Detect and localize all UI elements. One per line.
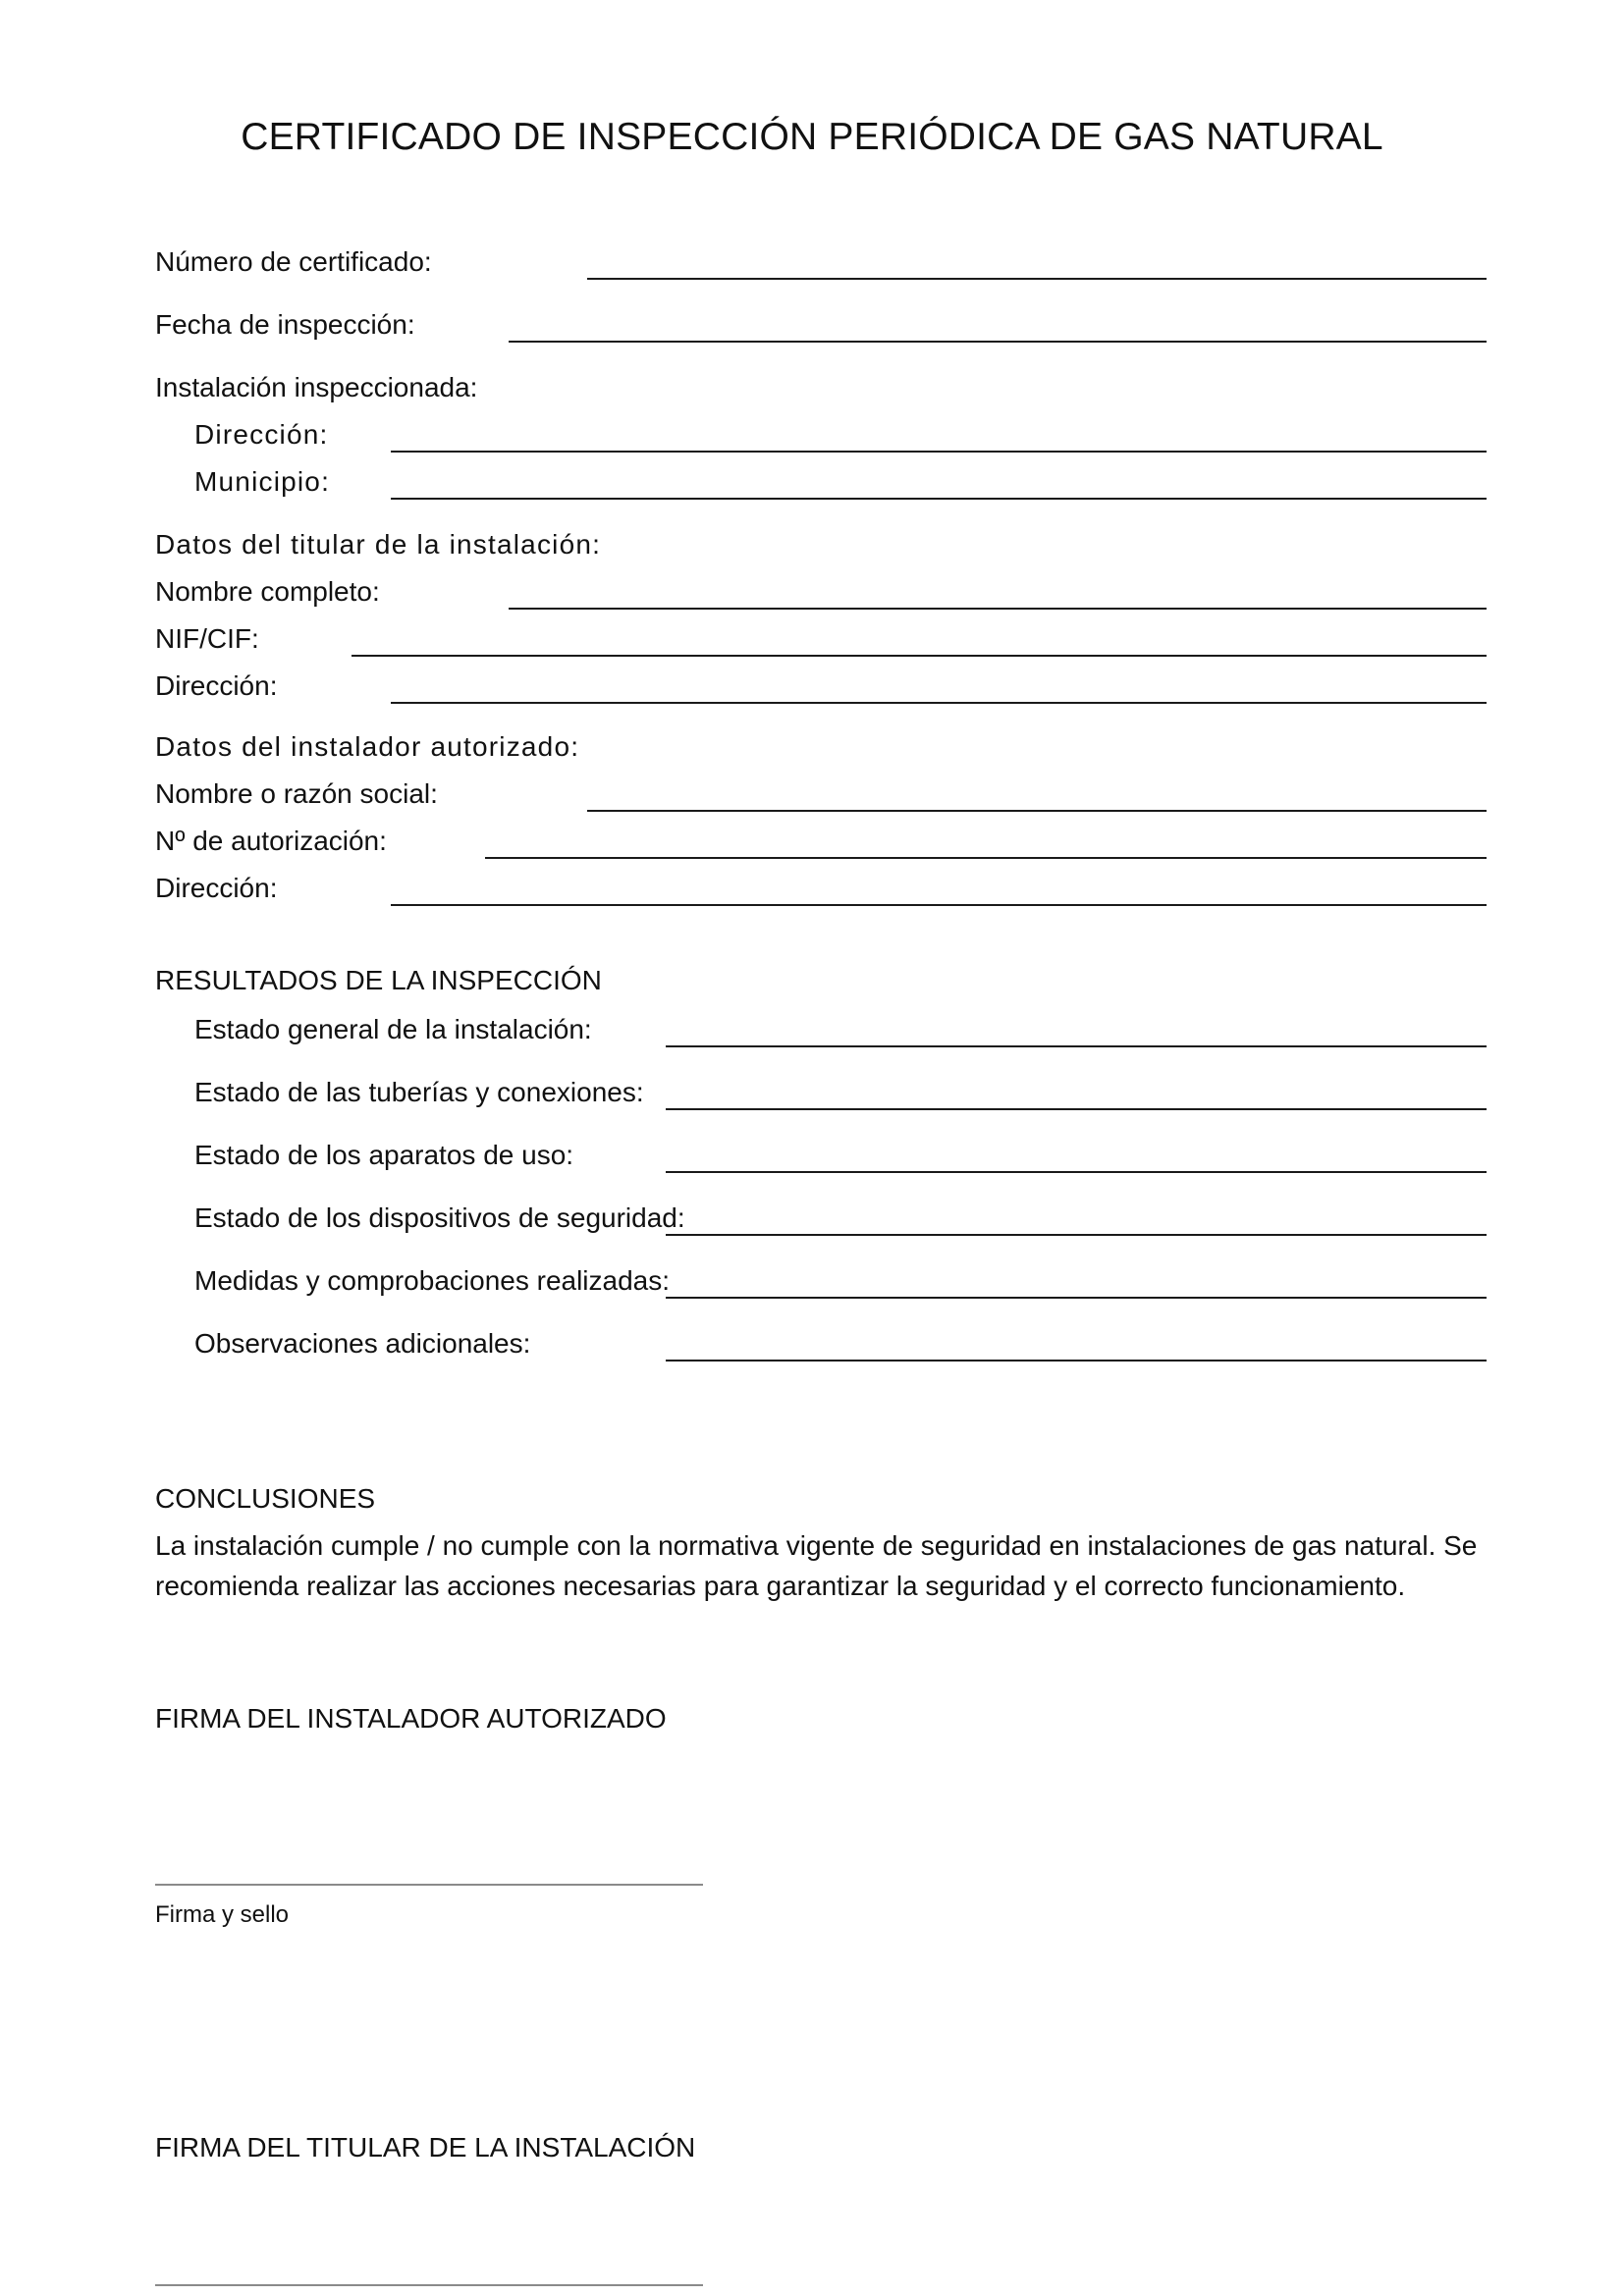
field-estado-dispositivos[interactable] (666, 1234, 1487, 1236)
instalador-heading: Datos del instalador autorizado: (155, 731, 580, 762)
label-instalador-direccion: Dirección: (155, 873, 278, 903)
label-instalacion-direccion: Dirección: (194, 419, 329, 450)
field-titular-direccion[interactable] (391, 702, 1487, 704)
field-titular-nombre[interactable] (509, 608, 1487, 610)
firma-instalador-heading: FIRMA DEL INSTALADOR AUTORIZADO (155, 1703, 667, 1734)
label-titular-direccion: Dirección: (155, 670, 278, 701)
field-titular-nif[interactable] (352, 655, 1487, 657)
field-instalador-nombre[interactable] (587, 810, 1487, 812)
label-estado-tuberias: Estado de las tuberías y conexiones: (194, 1077, 644, 1107)
label-fecha-inspeccion: Fecha de inspección: (155, 309, 415, 340)
label-instalador-nombre: Nombre o razón social: (155, 778, 438, 809)
document-title: CERTIFICADO DE INSPECCIÓN PERIÓDICA DE GAS NATURAL (241, 116, 1383, 158)
resultados-heading: RESULTADOS DE LA INSPECCIÓN (155, 965, 602, 995)
firma-titular-heading: FIRMA DEL TITULAR DE LA INSTALACIÓN (155, 2132, 696, 2163)
label-numero-certificado: Número de certificado: (155, 246, 432, 277)
label-titular-nombre: Nombre completo: (155, 576, 380, 607)
field-fecha-inspeccion[interactable] (509, 341, 1487, 343)
firma-instalador-line[interactable] (155, 1884, 703, 1886)
label-estado-aparatos: Estado de los aparatos de uso: (194, 1140, 574, 1170)
field-medidas[interactable] (666, 1297, 1487, 1299)
field-estado-aparatos[interactable] (666, 1171, 1487, 1173)
field-estado-tuberias[interactable] (666, 1108, 1487, 1110)
field-instalacion-direccion[interactable] (391, 451, 1487, 453)
label-observaciones: Observaciones adicionales: (194, 1328, 531, 1359)
field-numero-certificado[interactable] (587, 278, 1487, 280)
firma-titular-line[interactable] (155, 2284, 703, 2286)
field-instalacion-municipio[interactable] (391, 498, 1487, 500)
label-instalacion-inspeccionada: Instalación inspeccionada: (155, 372, 478, 402)
conclusiones-heading: CONCLUSIONES (155, 1483, 376, 1514)
label-estado-dispositivos: Estado de los dispositivos de seguridad: (194, 1202, 685, 1233)
field-observaciones[interactable] (666, 1360, 1487, 1362)
firma-instalador-caption: Firma y sello (155, 1901, 290, 1928)
field-estado-general[interactable] (666, 1045, 1487, 1047)
label-instalador-autorizacion: Nº de autorización: (155, 826, 387, 856)
label-titular-nif: NIF/CIF: (155, 623, 259, 654)
conclusiones-text: La instalación cumple / no cumple con la normativa vigente de seguridad en instalaciones de gas natural. Se recomienda realizar las acciones necesarias para garantizar la seguridad y el correcto funcionamiento. (155, 1530, 1478, 1601)
field-instalador-direccion[interactable] (391, 904, 1487, 906)
label-medidas: Medidas y comprobaciones realizadas: (194, 1265, 671, 1296)
field-instalador-autorizacion[interactable] (485, 857, 1487, 859)
label-estado-general: Estado general de la instalación: (194, 1014, 592, 1044)
titular-heading: Datos del titular de la instalación: (155, 529, 602, 560)
label-instalacion-municipio: Municipio: (194, 466, 331, 497)
